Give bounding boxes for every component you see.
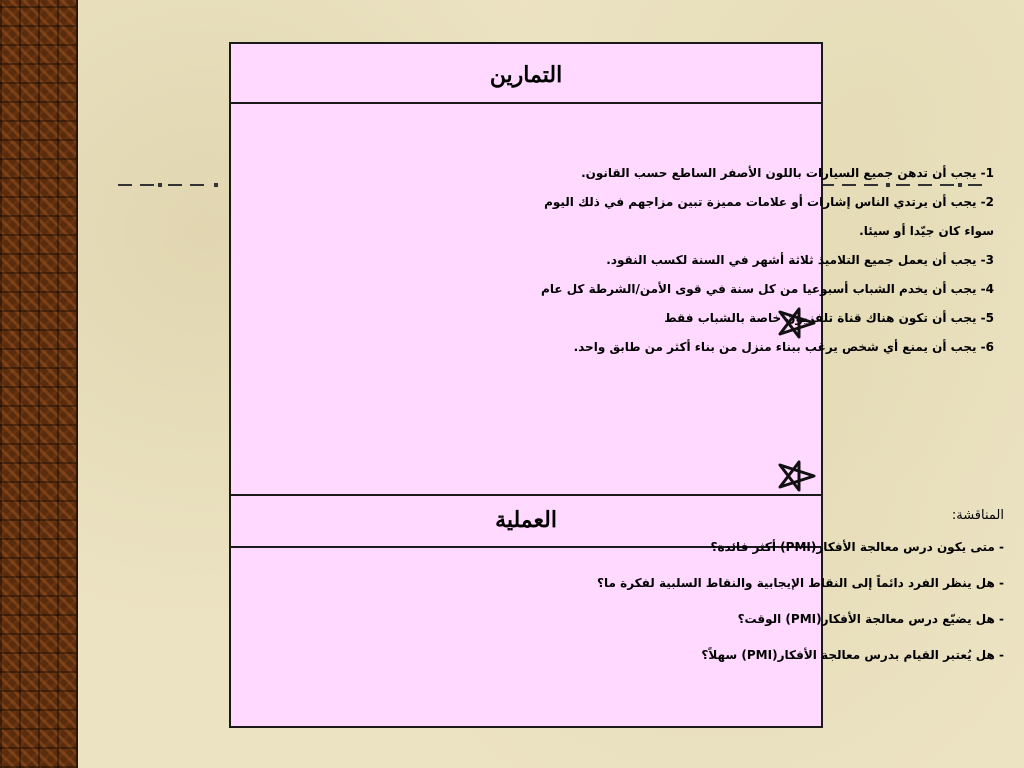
list-item: سواء كان جيّدا أو سيئا. (859, 224, 994, 238)
wood-strip-decoration (0, 0, 78, 768)
dashed-divider-left (118, 183, 230, 187)
question-item: - هل يضيّع درس معالجة الأفكار(PMI) الوقت؟ (737, 612, 1004, 626)
section-title: العملية (495, 507, 557, 533)
list-item: 2- يجب أن يرتدي الناس إشارات أو علامات مميزة تبين مزاجهم في ذلك اليوم (544, 195, 994, 209)
discussion-section (444, 508, 1004, 681)
list-item: 4- يجب أن يخدم الشباب أسبوعيا من كل سنة في قوى الأمن/الشرطة كل عام (541, 282, 994, 296)
star-icon (777, 460, 817, 492)
list-item: 3- يجب أن يعمل جميع التلاميذ ثلاثة أشهر في السنة لكسب النقود. (606, 253, 994, 267)
section-divider-top (231, 494, 821, 496)
star-icon (777, 307, 817, 339)
list-item: 6- يجب أن يمنع أي شخص يرغب ببناء منزل من بناء أكثر من طابق واحد. (573, 340, 994, 354)
question-item: - هل يُعتبر القيام بدرس معالجة الأفكار(PMI) سهلاً؟ (701, 648, 1004, 662)
page-title: التمارين (489, 62, 563, 88)
question-item: - متى يكون درس معالجة الأفكار(PMI) أكثر فائدة؟ (710, 540, 1004, 554)
title-divider (231, 102, 821, 104)
list-item: 5- يجب أن تكون هناك قناة تلفزيون خاصة بالشباب فقط (664, 311, 994, 325)
discussion-label: المناقشة: (951, 508, 1004, 523)
exercise-list (454, 159, 994, 362)
question-item: - هل ينظر الفرد دائماً إلى النقاط الإيجابية والنقاط السلبية لفكرة ما؟ (597, 576, 1004, 590)
list-item: 1- يجب أن تدهن جميع السيارات باللون الأصفر الساطع حسب القانون. (581, 166, 994, 180)
